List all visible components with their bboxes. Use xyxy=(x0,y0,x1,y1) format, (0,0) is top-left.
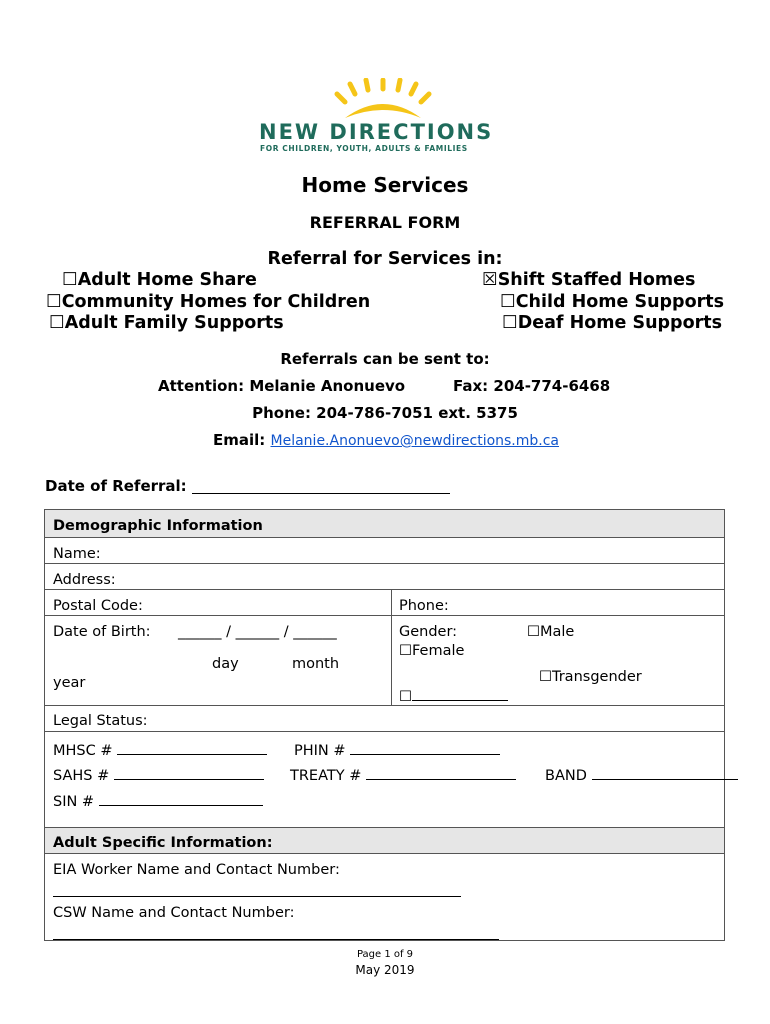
phone-number: Phone: 204-786-7051 ext. 5375 xyxy=(252,404,518,422)
sun-logo-icon xyxy=(333,78,433,122)
date-of-referral-label: Date of Referral: xyxy=(45,477,187,495)
address-field-label[interactable]: Address: xyxy=(53,572,116,588)
band-field[interactable]: BAND xyxy=(545,765,738,784)
gender-other-checkbox[interactable]: ☐ xyxy=(399,686,508,705)
checkbox-child-home-supports[interactable]: ☐Child Home Supports xyxy=(500,292,725,312)
services-heading: Referral for Services in: xyxy=(267,249,503,269)
demographic-heading: Demographic Information xyxy=(53,518,263,534)
page-title: Home Services xyxy=(301,173,469,197)
checkbox-adult-family-supports[interactable]: ☐Adult Family Supports xyxy=(49,313,284,333)
phone-field-label[interactable]: Phone: xyxy=(399,598,449,614)
dob-month-label: month xyxy=(292,656,340,672)
revision-date: May 2019 xyxy=(355,963,415,977)
checkbox-community-homes-children[interactable]: ☐Community Homes for Children xyxy=(46,292,371,312)
gender-male-checkbox[interactable]: ☐Male xyxy=(527,624,575,640)
logo-tagline: FOR CHILDREN, YOUTH, ADULTS & FAMILIES xyxy=(260,144,468,153)
dob-field-label: Date of Birth: xyxy=(53,624,151,640)
csw-field[interactable] xyxy=(53,939,499,940)
legal-status-label: Legal Status: xyxy=(53,713,148,729)
treaty-field[interactable]: TREATY # xyxy=(290,765,516,784)
email-line xyxy=(213,431,559,449)
referral-form-table xyxy=(44,509,725,941)
referrals-sent-to: Referrals can be sent to: xyxy=(280,350,490,368)
csw-label: CSW Name and Contact Number: xyxy=(53,905,295,921)
postal-code-field-label[interactable]: Postal Code: xyxy=(53,598,143,614)
eia-worker-label: EIA Worker Name and Contact Number: xyxy=(53,862,340,878)
name-field-label[interactable]: Name: xyxy=(53,546,101,562)
gender-female-checkbox[interactable]: ☐Female xyxy=(399,643,465,659)
attention-contact: Attention: Melanie Anonuevo xyxy=(158,377,406,395)
logo-name: NEW DIRECTIONS xyxy=(259,120,494,144)
dob-day-label: day xyxy=(212,656,239,672)
email-link[interactable]: Melanie.Anonuevo@newdirections.mb.ca xyxy=(270,433,560,449)
gender-label: Gender: xyxy=(399,624,458,640)
email-label: Email: xyxy=(213,431,266,449)
gender-transgender-checkbox[interactable]: ☐Transgender xyxy=(539,669,642,685)
eia-worker-field[interactable] xyxy=(53,896,461,897)
dob-field[interactable]: ______ / ______ / ______ xyxy=(178,624,337,640)
checkbox-shift-staffed-homes[interactable]: ☒Shift Staffed Homes xyxy=(482,270,696,290)
page-number: Page 1 of 9 xyxy=(356,949,414,960)
mhsc-field[interactable]: MHSC # xyxy=(53,740,267,759)
sin-field[interactable]: SIN # xyxy=(53,791,263,810)
form-subtitle: REFERRAL FORM xyxy=(309,213,461,232)
sahs-field[interactable]: SAHS # xyxy=(53,765,264,784)
phin-field[interactable]: PHIN # xyxy=(294,740,500,759)
checkbox-adult-home-share[interactable]: ☐Adult Home Share xyxy=(62,270,257,290)
dob-year-label: year xyxy=(53,675,86,691)
checkbox-deaf-home-supports[interactable]: ☐Deaf Home Supports xyxy=(502,313,723,333)
adult-specific-heading: Adult Specific Information: xyxy=(53,835,273,851)
date-of-referral-field[interactable] xyxy=(192,493,450,494)
fax-number: Fax: 204-774-6468 xyxy=(453,377,611,395)
